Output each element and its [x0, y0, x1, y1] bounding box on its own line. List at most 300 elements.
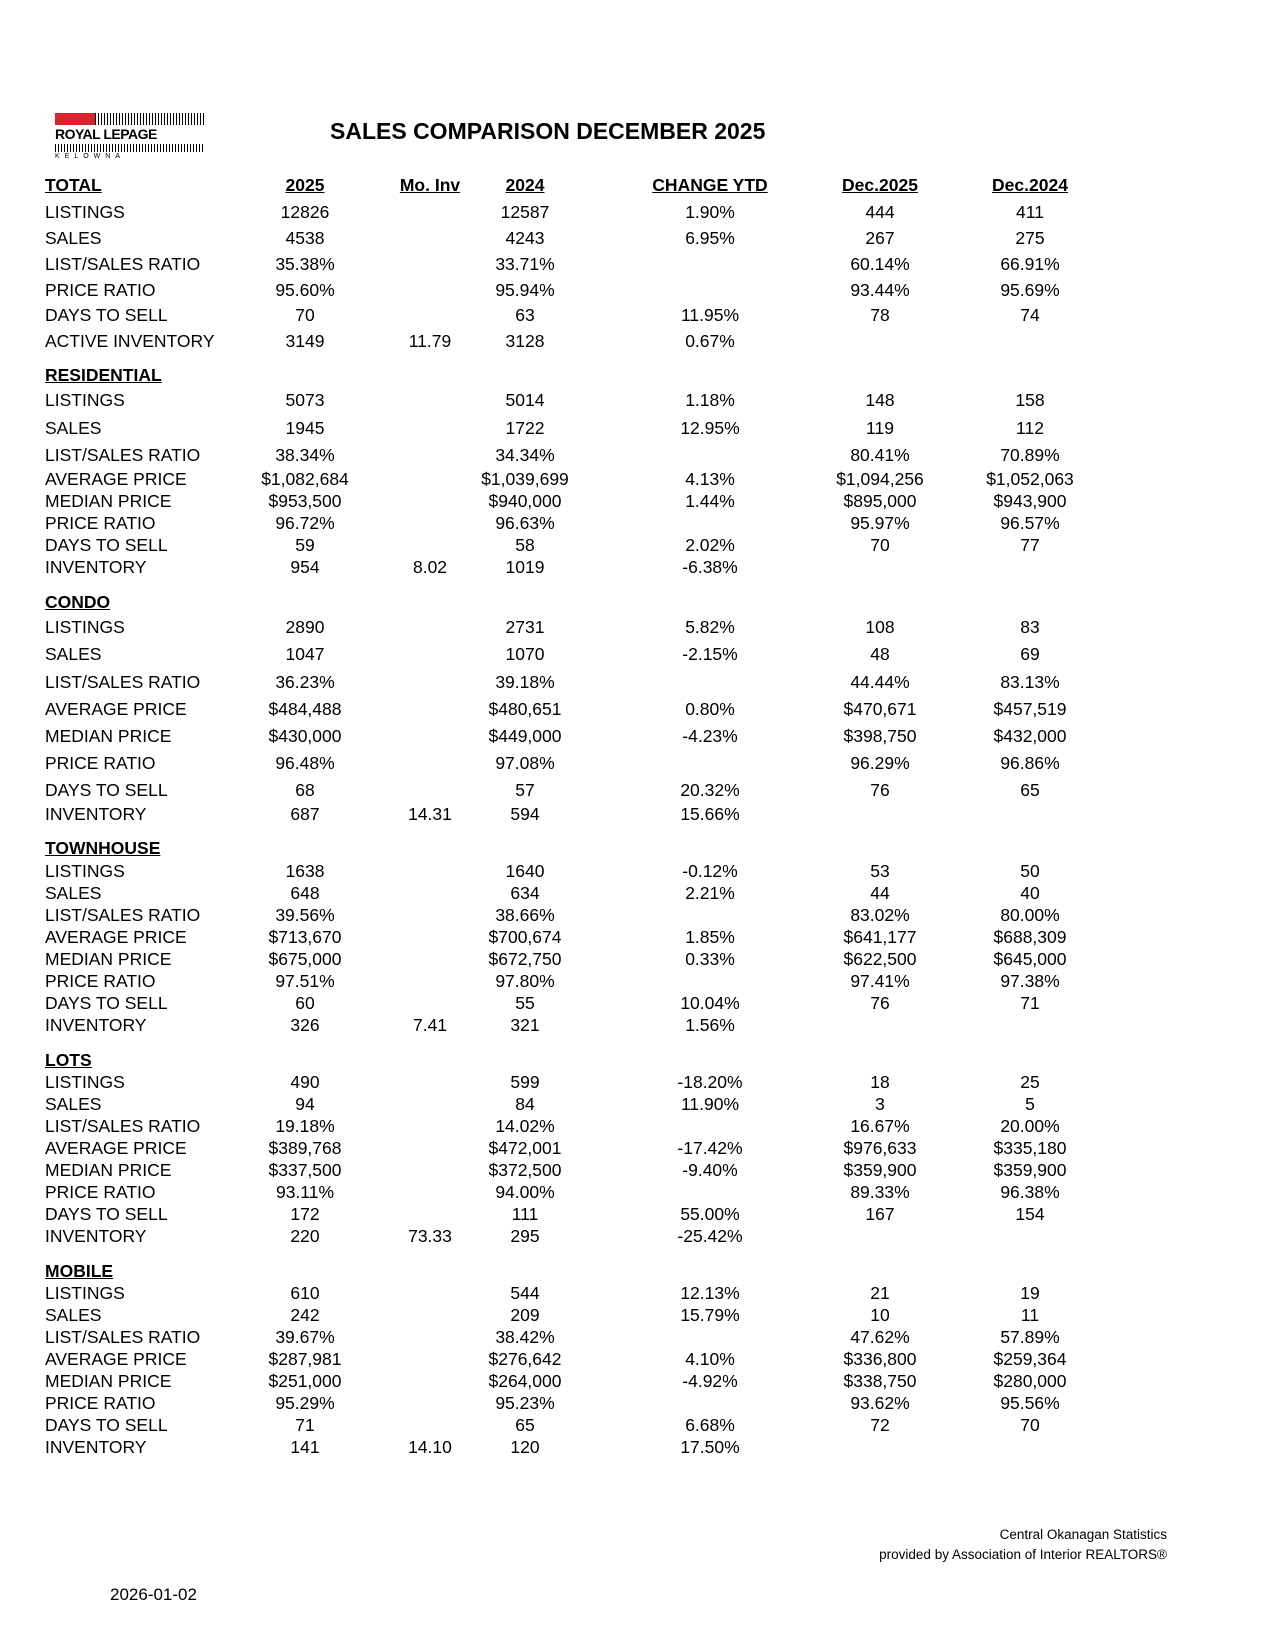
cell-value-dec-2024: 11 — [1020, 1305, 1040, 1325]
cell-value-dec-2024: 154 — [1015, 1204, 1045, 1224]
table-row — [0, 1348, 1275, 1370]
cell-value-dec-2024: 97.38% — [1000, 971, 1060, 991]
cell-label: MEDIAN PRICE — [45, 1160, 172, 1180]
cell-value-2024: $672,750 — [488, 949, 562, 969]
cell-value-2025: 70 — [295, 305, 315, 325]
cell-value-2024: $449,000 — [488, 726, 562, 746]
cell-value-dec-2025: $336,800 — [843, 1349, 917, 1369]
cell-value-dec-2025: 78 — [870, 305, 890, 325]
cell-change-ytd: 1.85% — [685, 927, 735, 947]
cell-change-ytd: 4.10% — [685, 1349, 735, 1369]
cell-label: INVENTORY — [45, 804, 147, 824]
cell-value-2025: $484,488 — [268, 699, 342, 719]
cell-value-2024: $700,674 — [488, 927, 562, 947]
cell-change-ytd: 6.95% — [685, 228, 735, 248]
cell-value-2024: 95.23% — [495, 1393, 555, 1413]
cell-value-2024: 12587 — [500, 202, 550, 222]
cell-value-2024: $1,039,699 — [481, 469, 569, 489]
table-row — [0, 752, 1275, 774]
cell-value-dec-2024: 20.00% — [1000, 1116, 1060, 1136]
table-row — [0, 1370, 1275, 1392]
cell-value-2025: 95.29% — [275, 1393, 335, 1413]
cell-value-2025: 94 — [295, 1094, 315, 1114]
cell-value-2025: 71 — [295, 1415, 315, 1435]
cell-label: DAYS TO SELL — [45, 1204, 168, 1224]
cell-value-2025: 172 — [290, 1204, 320, 1224]
table-row — [0, 1326, 1275, 1348]
cell-value-dec-2024: 83.13% — [1000, 672, 1060, 692]
table-row — [0, 1181, 1275, 1203]
table-row — [0, 1203, 1275, 1225]
table-row — [0, 1115, 1275, 1137]
cell-label: SALES — [45, 1305, 102, 1325]
table-row — [0, 725, 1275, 747]
cell-value-2025: $953,500 — [268, 491, 342, 511]
cell-value-2024: 39.18% — [495, 672, 555, 692]
logo-barcode-bottom — [55, 144, 205, 152]
section-title: LOTS — [45, 1050, 92, 1070]
cell-label: AVERAGE PRICE — [45, 1349, 187, 1369]
cell-value-dec-2024: $335,180 — [993, 1138, 1067, 1158]
table-row — [0, 926, 1275, 948]
cell-value-dec-2025: 47.62% — [850, 1327, 910, 1347]
header-2025: 2025 — [285, 175, 325, 195]
cell-value-dec-2025: 48 — [870, 644, 890, 664]
table-row — [0, 490, 1275, 512]
table-row — [0, 671, 1275, 693]
cell-value-dec-2025: 80.41% — [850, 445, 910, 465]
cell-value-2024: $472,001 — [488, 1138, 562, 1158]
cell-value-2024: 55 — [515, 993, 535, 1013]
table-row — [0, 1137, 1275, 1159]
header-change-ytd: CHANGE YTD — [652, 175, 768, 195]
cell-mo-inv: 14.31 — [408, 804, 452, 824]
cell-label: DAYS TO SELL — [45, 1415, 168, 1435]
cell-change-ytd: -4.92% — [682, 1371, 738, 1391]
cell-label: LIST/SALES RATIO — [45, 1116, 201, 1136]
cell-value-2024: $480,651 — [488, 699, 562, 719]
cell-value-dec-2025: 93.44% — [850, 280, 910, 300]
cell-value-dec-2024: 83 — [1020, 617, 1040, 637]
cell-value-2024: 97.08% — [495, 753, 555, 773]
cell-change-ytd: 5.82% — [685, 617, 735, 637]
cell-value-2025: 93.11% — [275, 1182, 335, 1202]
cell-change-ytd: 1.18% — [685, 390, 735, 410]
cell-value-2024: 38.66% — [495, 905, 555, 925]
cell-label: MEDIAN PRICE — [45, 1371, 172, 1391]
cell-label: LIST/SALES RATIO — [45, 672, 201, 692]
cell-value-dec-2024: $1,052,063 — [986, 469, 1074, 489]
cell-label: SALES — [45, 883, 102, 903]
cell-value-2025: 2890 — [285, 617, 325, 637]
cell-value-2024: 94.00% — [495, 1182, 555, 1202]
cell-value-2025: 610 — [290, 1283, 320, 1303]
cell-value-2025: $389,768 — [268, 1138, 342, 1158]
cell-value-dec-2024: 77 — [1020, 535, 1040, 555]
header-dec-2024: Dec.2024 — [992, 175, 1068, 195]
cell-value-2024: 111 — [511, 1204, 539, 1224]
cell-value-dec-2024: 80.00% — [1000, 905, 1060, 925]
cell-value-dec-2025: 21 — [870, 1283, 890, 1303]
cell-change-ytd: 0.67% — [685, 331, 735, 351]
cell-value-2025: 1945 — [285, 418, 325, 438]
cell-label: DAYS TO SELL — [45, 535, 168, 555]
cell-value-dec-2024: 40 — [1020, 883, 1040, 903]
cell-value-dec-2025: 444 — [865, 202, 895, 222]
cell-value-2024: 95.94% — [495, 280, 555, 300]
section-title: RESIDENTIAL — [45, 365, 162, 385]
table-row — [0, 253, 1275, 275]
cell-value-2024: 634 — [510, 883, 540, 903]
cell-value-dec-2024: 66.91% — [1000, 254, 1060, 274]
cell-label: INVENTORY — [45, 1226, 147, 1246]
cell-value-dec-2024: $259,364 — [993, 1349, 1067, 1369]
cell-value-2025: $675,000 — [268, 949, 342, 969]
cell-value-2025: 68 — [295, 780, 315, 800]
section-title: TOWNHOUSE — [45, 838, 161, 858]
cell-value-dec-2024: $432,000 — [993, 726, 1067, 746]
cell-label: SALES — [45, 1094, 102, 1114]
cell-label: LISTINGS — [45, 861, 125, 881]
cell-value-2025: 96.72% — [275, 513, 335, 533]
cell-value-dec-2025: 148 — [865, 390, 895, 410]
cell-change-ytd: 0.80% — [685, 699, 735, 719]
logo-tagline: KELOWNA — [55, 153, 126, 160]
header-mo-inv: Mo. Inv — [399, 175, 461, 195]
cell-value-dec-2025: 76 — [870, 780, 890, 800]
table-row — [0, 1014, 1275, 1036]
source-line-2: provided by Association of Interior REALTORS® — [879, 1547, 1167, 1562]
cell-value-dec-2025: $641,177 — [843, 927, 917, 947]
cell-value-dec-2025: 72 — [870, 1415, 890, 1435]
cell-label: AVERAGE PRICE — [45, 927, 187, 947]
cell-change-ytd: 1.56% — [685, 1015, 735, 1035]
table-row — [0, 904, 1275, 926]
cell-mo-inv: 11.79 — [408, 331, 452, 351]
cell-value-dec-2024: 65 — [1020, 780, 1040, 800]
cell-value-2025: $1,082,684 — [261, 469, 349, 489]
cell-change-ytd: 17.50% — [680, 1437, 740, 1457]
cell-value-2025: 141 — [290, 1437, 320, 1457]
cell-value-2024: 295 — [510, 1226, 540, 1246]
cell-value-2025: 242 — [290, 1305, 320, 1325]
cell-value-dec-2024: $359,900 — [993, 1160, 1067, 1180]
cell-value-dec-2024: 70.89% — [1000, 445, 1060, 465]
cell-mo-inv: 73.33 — [408, 1226, 452, 1246]
cell-label: PRICE RATIO — [45, 1393, 156, 1413]
table-row — [0, 803, 1275, 825]
table-row — [0, 970, 1275, 992]
cell-value-2024: 2731 — [505, 617, 545, 637]
cell-change-ytd: 20.32% — [680, 780, 740, 800]
cell-value-2024: $372,500 — [488, 1160, 562, 1180]
cell-value-dec-2025: 95.97% — [850, 513, 910, 533]
cell-value-2025: $251,000 — [268, 1371, 342, 1391]
cell-label: LISTINGS — [45, 202, 125, 222]
cell-value-2025: 35.38% — [275, 254, 335, 274]
section-header-residential — [0, 364, 1275, 386]
cell-change-ytd: -4.23% — [682, 726, 738, 746]
table-row — [0, 1093, 1275, 1115]
cell-value-2025: 19.18% — [275, 1116, 335, 1136]
cell-label: DAYS TO SELL — [45, 305, 168, 325]
cell-value-2025: 687 — [290, 804, 320, 824]
cell-value-dec-2024: $457,519 — [993, 699, 1067, 719]
cell-value-dec-2025: 16.67% — [850, 1116, 910, 1136]
cell-value-dec-2025: $622,500 — [843, 949, 917, 969]
cell-change-ytd: 12.95% — [680, 418, 740, 438]
table-row — [0, 1392, 1275, 1414]
cell-value-2024: $264,000 — [488, 1371, 562, 1391]
cell-change-ytd: -0.12% — [682, 861, 738, 881]
cell-value-dec-2024: 74 — [1020, 305, 1040, 325]
cell-value-dec-2024: 50 — [1020, 861, 1040, 881]
cell-change-ytd: 4.13% — [685, 469, 735, 489]
cell-value-dec-2025: 89.33% — [850, 1182, 910, 1202]
cell-change-ytd: 11.95% — [680, 305, 740, 325]
cell-mo-inv: 8.02 — [412, 557, 448, 577]
cell-value-dec-2024: 71 — [1020, 993, 1040, 1013]
cell-label: DAYS TO SELL — [45, 993, 168, 1013]
cell-value-dec-2025: $359,900 — [843, 1160, 917, 1180]
cell-value-2024: 4243 — [505, 228, 545, 248]
cell-value-dec-2025: $895,000 — [843, 491, 917, 511]
cell-value-2025: 95.60% — [275, 280, 335, 300]
cell-value-2024: 544 — [510, 1283, 540, 1303]
cell-label: PRICE RATIO — [45, 971, 156, 991]
cell-change-ytd: 2.02% — [685, 535, 735, 555]
cell-value-dec-2024: 95.56% — [1000, 1393, 1060, 1413]
cell-label: AVERAGE PRICE — [45, 699, 187, 719]
cell-value-2025: 5073 — [285, 390, 325, 410]
table-row — [0, 201, 1275, 223]
cell-change-ytd: 6.68% — [685, 1415, 735, 1435]
cell-change-ytd: 15.79% — [680, 1305, 740, 1325]
cell-label: LISTINGS — [45, 1283, 125, 1303]
cell-value-2025: 39.67% — [275, 1327, 335, 1347]
cell-value-dec-2025: $338,750 — [843, 1371, 917, 1391]
cell-value-2025: 490 — [290, 1072, 320, 1092]
cell-label: PRICE RATIO — [45, 280, 156, 300]
cell-label: MEDIAN PRICE — [45, 726, 172, 746]
cell-change-ytd: 15.66% — [680, 804, 740, 824]
cell-label: LIST/SALES RATIO — [45, 254, 201, 274]
cell-value-dec-2025: 167 — [865, 1204, 895, 1224]
cell-value-dec-2025: $398,750 — [843, 726, 917, 746]
cell-value-2024: 120 — [510, 1437, 540, 1457]
section-header-condo — [0, 591, 1275, 613]
cell-value-dec-2024: 96.57% — [1000, 513, 1060, 533]
table-row — [0, 698, 1275, 720]
cell-change-ytd: -18.20% — [677, 1072, 743, 1092]
cell-value-dec-2024: 57.89% — [1000, 1327, 1060, 1347]
cell-change-ytd: 1.90% — [685, 202, 735, 222]
table-row — [0, 616, 1275, 638]
cell-value-2025: 1638 — [285, 861, 325, 881]
cell-value-2024: 321 — [510, 1015, 540, 1035]
cell-value-2024: 1070 — [505, 644, 545, 664]
section-header-townhouse — [0, 837, 1275, 859]
cell-value-dec-2024: 112 — [1016, 418, 1044, 438]
cell-value-dec-2025: 18 — [870, 1072, 890, 1092]
cell-value-2024: 34.34% — [495, 445, 555, 465]
table-row — [0, 1282, 1275, 1304]
table-row — [0, 556, 1275, 578]
cell-value-2025: 39.56% — [275, 905, 335, 925]
table-header — [0, 174, 1275, 196]
cell-label: PRICE RATIO — [45, 513, 156, 533]
cell-value-dec-2024: 19 — [1020, 1283, 1040, 1303]
cell-label: PRICE RATIO — [45, 753, 156, 773]
table-row — [0, 512, 1275, 534]
cell-label: MEDIAN PRICE — [45, 949, 172, 969]
cell-value-dec-2025: 96.29% — [850, 753, 910, 773]
cell-label: LIST/SALES RATIO — [45, 905, 201, 925]
cell-value-dec-2025: 10 — [870, 1305, 890, 1325]
cell-label: INVENTORY — [45, 557, 147, 577]
cell-label: SALES — [45, 418, 102, 438]
cell-change-ytd: -6.38% — [682, 557, 738, 577]
section-title: CONDO — [45, 592, 111, 612]
logo-red-bar — [55, 113, 95, 125]
cell-value-2024: 97.80% — [495, 971, 555, 991]
cell-value-2024: 33.71% — [495, 254, 555, 274]
table-row — [0, 882, 1275, 904]
cell-label: LISTINGS — [45, 1072, 125, 1092]
cell-value-2024: 38.42% — [495, 1327, 555, 1347]
cell-value-2024: 209 — [510, 1305, 540, 1325]
cell-value-2024: 65 — [515, 1415, 535, 1435]
cell-value-2024: 96.63% — [495, 513, 555, 533]
cell-value-2024: 594 — [510, 804, 540, 824]
section-header-lots — [0, 1049, 1275, 1071]
cell-value-2025: $713,670 — [268, 927, 342, 947]
report-date: 2026-01-02 — [110, 1585, 197, 1604]
cell-value-dec-2024: 25 — [1020, 1072, 1040, 1092]
cell-change-ytd: 11.90% — [680, 1094, 740, 1114]
cell-value-2025: 97.51% — [275, 971, 335, 991]
cell-value-2025: 96.48% — [275, 753, 335, 773]
cell-value-dec-2024: $645,000 — [993, 949, 1067, 969]
cell-value-2025: $430,000 — [268, 726, 342, 746]
cell-value-2024: 84 — [515, 1094, 535, 1114]
cell-value-dec-2025: $976,633 — [843, 1138, 917, 1158]
cell-value-2024: 1019 — [505, 557, 545, 577]
cell-change-ytd: 55.00% — [680, 1204, 740, 1224]
cell-value-2025: 36.23% — [275, 672, 335, 692]
cell-label: LISTINGS — [45, 390, 125, 410]
cell-value-2025: 59 — [295, 535, 315, 555]
cell-label: DAYS TO SELL — [45, 780, 168, 800]
table-row — [0, 227, 1275, 249]
cell-value-dec-2025: $470,671 — [843, 699, 917, 719]
table-row — [0, 1436, 1275, 1458]
table-row — [0, 1159, 1275, 1181]
cell-value-dec-2024: 96.38% — [1000, 1182, 1060, 1202]
cell-value-dec-2025: 97.41% — [850, 971, 910, 991]
cell-label: INVENTORY — [45, 1015, 147, 1035]
cell-value-dec-2024: 158 — [1015, 390, 1045, 410]
header-total: TOTAL — [45, 175, 102, 195]
cell-value-2025: $287,981 — [268, 1349, 342, 1369]
cell-value-dec-2025: 267 — [865, 228, 895, 248]
logo-wordmark: ROYAL LEPAGE — [55, 126, 157, 142]
logo-barcode-top — [95, 113, 205, 125]
cell-label: LISTINGS — [45, 617, 125, 637]
cell-value-dec-2025: 83.02% — [850, 905, 910, 925]
table-row — [0, 779, 1275, 801]
cell-value-dec-2025: 3 — [875, 1094, 885, 1114]
table-row — [0, 534, 1275, 556]
cell-value-2025: $337,500 — [268, 1160, 342, 1180]
cell-value-2025: 38.34% — [275, 445, 335, 465]
cell-value-dec-2024: 70 — [1020, 1415, 1040, 1435]
cell-label: INVENTORY — [45, 1437, 147, 1457]
cell-mo-inv: 7.41 — [412, 1015, 448, 1035]
cell-value-dec-2025: 108 — [865, 617, 895, 637]
cell-value-2025: 326 — [290, 1015, 320, 1035]
table-row — [0, 417, 1275, 439]
cell-value-2024: 3128 — [505, 331, 545, 351]
table-row — [0, 992, 1275, 1014]
cell-value-2025: 60 — [295, 993, 315, 1013]
cell-value-dec-2025: 119 — [866, 418, 894, 438]
cell-value-dec-2024: $688,309 — [993, 927, 1067, 947]
cell-label: AVERAGE PRICE — [45, 1138, 187, 1158]
table-row — [0, 304, 1275, 326]
cell-value-dec-2025: 44.44% — [850, 672, 910, 692]
cell-change-ytd: 2.21% — [685, 883, 735, 903]
cell-value-2024: 599 — [510, 1072, 540, 1092]
cell-change-ytd: -25.42% — [677, 1226, 743, 1246]
cell-change-ytd: -9.40% — [682, 1160, 738, 1180]
cell-value-dec-2024: 411 — [1016, 202, 1044, 222]
cell-value-dec-2024: 96.86% — [1000, 753, 1060, 773]
section-title: MOBILE — [45, 1261, 114, 1281]
cell-value-2025: 4538 — [285, 228, 325, 248]
cell-mo-inv: 14.10 — [408, 1437, 452, 1457]
cell-label: LIST/SALES RATIO — [45, 445, 201, 465]
table-row — [0, 1304, 1275, 1326]
cell-value-dec-2024: 275 — [1015, 228, 1045, 248]
header-dec-2025: Dec.2025 — [842, 175, 918, 195]
cell-value-2024: $940,000 — [488, 491, 562, 511]
cell-value-dec-2025: 70 — [870, 535, 890, 555]
cell-value-2024: 57 — [515, 780, 535, 800]
cell-value-2024: 1722 — [505, 418, 545, 438]
header-2024: 2024 — [505, 175, 545, 195]
cell-value-dec-2024: $943,900 — [993, 491, 1067, 511]
table-row — [0, 468, 1275, 490]
table-row — [0, 279, 1275, 301]
cell-value-dec-2024: 5 — [1025, 1094, 1035, 1114]
source-line-1: Central Okanagan Statistics — [999, 1527, 1167, 1542]
cell-value-dec-2025: $1,094,256 — [836, 469, 924, 489]
page-title: SALES COMPARISON DECEMBER 2025 — [330, 118, 766, 144]
cell-value-2025: 1047 — [285, 644, 325, 664]
table-row — [0, 444, 1275, 466]
cell-label: AVERAGE PRICE — [45, 469, 187, 489]
section-header-mobile — [0, 1260, 1275, 1282]
cell-label: LIST/SALES RATIO — [45, 1327, 201, 1347]
cell-value-dec-2024: $280,000 — [993, 1371, 1067, 1391]
cell-value-2025: 220 — [290, 1226, 320, 1246]
cell-value-2025: 3149 — [285, 331, 325, 351]
cell-label: ACTIVE INVENTORY — [45, 331, 215, 351]
cell-change-ytd: 1.44% — [685, 491, 735, 511]
cell-change-ytd: 0.33% — [685, 949, 735, 969]
cell-label: PRICE RATIO — [45, 1182, 156, 1202]
